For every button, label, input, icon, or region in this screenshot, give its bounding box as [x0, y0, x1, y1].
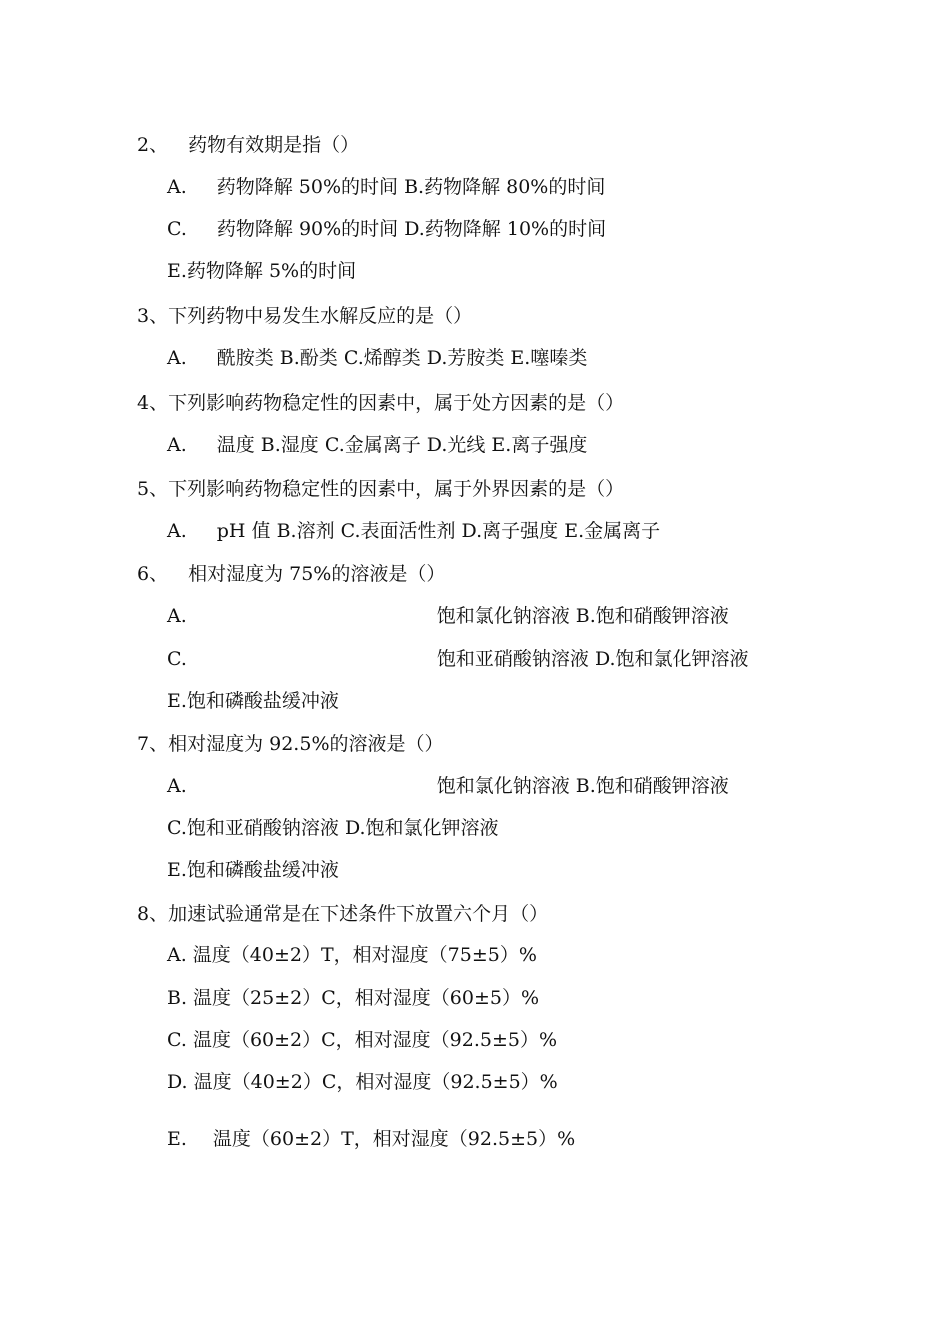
question-text: 药物有效期是指（） [188, 134, 360, 156]
question-number: 2、 [137, 134, 169, 156]
option-text: A. 温度（40±2）T，相对湿度（75±5）% [167, 944, 537, 966]
question-8-stem [137, 902, 548, 926]
question-2-option-line-1 [167, 175, 605, 199]
question-6-option-line-1 [167, 604, 729, 628]
option-text: B. 温度（25±2）C，相对湿度（60±5）% [167, 987, 540, 1009]
question-4-option-line-1 [167, 433, 587, 457]
question-5-stem [137, 477, 624, 501]
question-number: 5、 [137, 478, 169, 500]
option-letter: A. [167, 347, 187, 369]
option-text: pH 值 B.溶剂 C.表面活性剂 D.离子强度 E.金属离子 [216, 520, 661, 542]
question-8-option-line-1 [167, 943, 537, 967]
question-text: 相对湿度为 75%的溶液是（） [188, 563, 446, 585]
question-8-option-line-2 [167, 986, 539, 1010]
question-text: 下列影响药物稳定性的因素中，属于外界因素的是（） [168, 478, 625, 500]
question-5-option-line-1 [167, 519, 660, 543]
question-text: 加速试验通常是在下述条件下放置六个月（） [168, 903, 549, 925]
question-8-option-line-4 [167, 1070, 558, 1094]
question-3-option-line-1 [167, 346, 587, 370]
option-text: 酰胺类 B.酚类 C.烯醇类 D.芳胺类 E.噻嗪类 [216, 347, 588, 369]
option-text: C. 温度（60±2）C，相对湿度（92.5±5）% [167, 1029, 558, 1051]
option-text: 温度（60±2）T，相对湿度（92.5±5）% [212, 1128, 576, 1150]
option-letter: E. [167, 1128, 187, 1150]
question-number: 7、 [137, 733, 169, 755]
question-7-option-line-1 [167, 774, 729, 798]
question-number: 6、 [137, 563, 169, 585]
option-text: E.饱和磷酸盐缓冲液 [167, 859, 339, 881]
question-number: 4、 [137, 392, 169, 414]
question-number: 8、 [137, 903, 169, 925]
option-text: E.饱和磷酸盐缓冲液 [167, 690, 339, 712]
option-letter: A. [167, 176, 187, 198]
question-8-option-line-3 [167, 1028, 557, 1052]
option-text: 饱和氯化钠溶液 B.饱和硝酸钾溶液 [436, 605, 729, 627]
question-text: 下列影响药物稳定性的因素中，属于处方因素的是（） [168, 392, 625, 414]
option-letter: C. [167, 648, 187, 670]
option-letter: C. [167, 218, 187, 240]
option-letter: A. [167, 520, 187, 542]
option-text: E.药物降解 5%的时间 [167, 260, 357, 282]
question-text: 相对湿度为 92.5%的溶液是（） [168, 733, 444, 755]
question-text: 下列药物中易发生水解反应的是（） [168, 305, 473, 327]
question-7-option-line-3 [167, 858, 339, 882]
option-text: D. 温度（40±2）C，相对湿度（92.5±5）% [167, 1071, 558, 1093]
question-6-stem [137, 562, 445, 586]
question-number: 3、 [137, 305, 169, 327]
question-3-stem [137, 304, 472, 328]
question-8-option-line-5 [167, 1127, 575, 1151]
option-text: 饱和亚硝酸钠溶液 D.饱和氯化钾溶液 [436, 648, 749, 670]
option-letter: A. [167, 775, 187, 797]
option-letter: A. [167, 434, 187, 456]
option-text: 药物降解 90%的时间 D.药物降解 10%的时间 [216, 218, 607, 240]
question-7-stem [137, 732, 444, 756]
option-text: 饱和氯化钠溶液 B.饱和硝酸钾溶液 [436, 775, 729, 797]
option-text: 温度 B.湿度 C.金属离子 D.光线 E.离子强度 [216, 434, 588, 456]
question-6-option-line-2 [167, 647, 749, 671]
question-2-option-line-3 [167, 259, 356, 283]
question-4-stem [137, 391, 624, 415]
question-7-option-line-2 [167, 816, 499, 840]
question-2-option-line-2 [167, 217, 606, 241]
option-letter: A. [167, 605, 187, 627]
question-2-stem [137, 133, 359, 157]
option-text: C.饱和亚硝酸钠溶液 D.饱和氯化钾溶液 [167, 817, 499, 839]
option-text: 药物降解 50%的时间 B.药物降解 80%的时间 [216, 176, 606, 198]
question-6-option-line-3 [167, 689, 339, 713]
